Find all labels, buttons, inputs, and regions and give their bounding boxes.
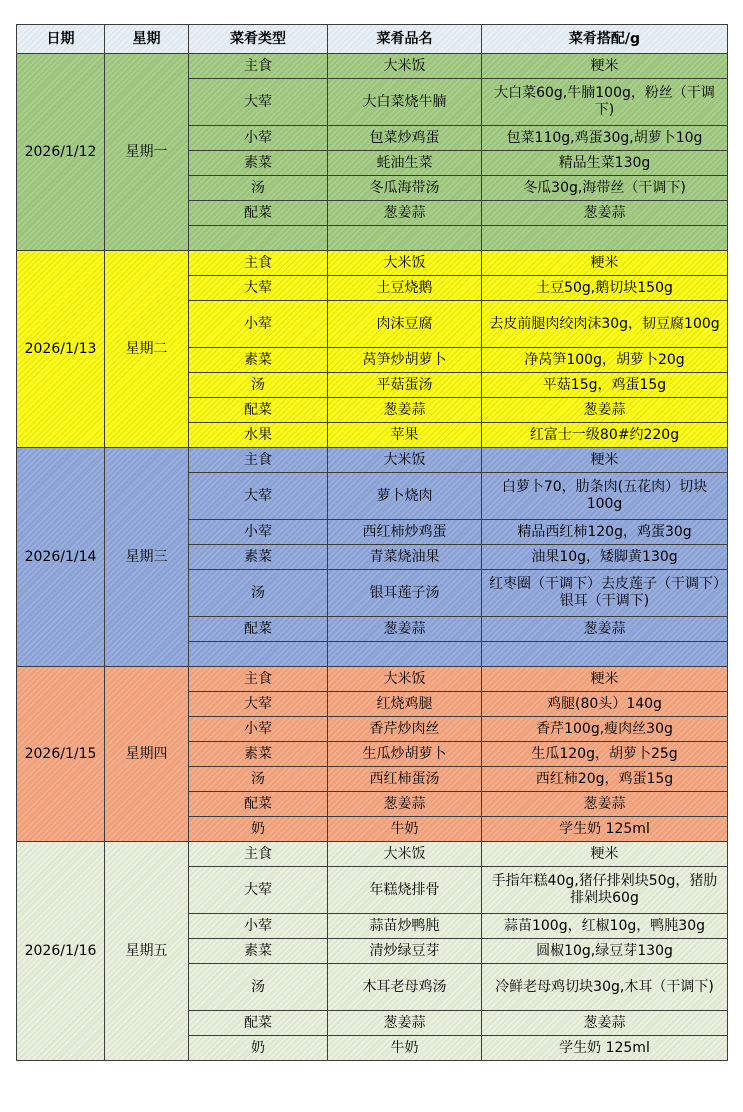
dish-type-cell: 小荤	[189, 914, 328, 939]
ingredients-cell: 油果10g，矮脚黄130g	[482, 545, 728, 570]
date-cell: 2026/1/14	[17, 448, 105, 667]
ingredients-cell: 粳米	[482, 251, 728, 276]
dish-type-cell: 奶	[189, 817, 328, 842]
dish-type-cell: 小荤	[189, 126, 328, 151]
dish-type-cell: 配菜	[189, 792, 328, 817]
dish-type-cell: 主食	[189, 448, 328, 473]
weekday-cell: 星期四	[105, 667, 189, 842]
ingredients-cell: 包菜110g,鸡蛋30g,胡萝卜10g	[482, 126, 728, 151]
weekday-cell: 星期三	[105, 448, 189, 667]
dish-name-cell: 苹果	[328, 423, 482, 448]
dish-type-cell: 小荤	[189, 301, 328, 348]
ingredients-cell: 红富士一级80#约220g	[482, 423, 728, 448]
dish-name-cell: 牛奶	[328, 1036, 482, 1061]
ingredients-cell: 冬瓜30g,海带丝（干调下)	[482, 176, 728, 201]
ingredients-cell: 葱姜蒜	[482, 792, 728, 817]
ingredients-cell: 鸡腿(80头）140g	[482, 692, 728, 717]
header-date: 日期	[17, 25, 105, 54]
ingredients-cell: 生瓜120g，胡萝卜25g	[482, 742, 728, 767]
dish-name-cell: 木耳老母鸡汤	[328, 964, 482, 1011]
dish-type-cell: 汤	[189, 373, 328, 398]
dish-name-cell: 葱姜蒜	[328, 617, 482, 642]
menu-table	[16, 24, 728, 1061]
dish-type-cell: 主食	[189, 842, 328, 867]
dish-type-cell: 大荤	[189, 276, 328, 301]
dish-type-cell	[189, 226, 328, 251]
ingredients-cell: 西红柿20g，鸡蛋15g	[482, 767, 728, 792]
dish-type-cell: 素菜	[189, 742, 328, 767]
ingredients-cell: 去皮前腿肉绞肉沫30g，韧豆腐100g	[482, 301, 728, 348]
date-cell: 2026/1/16	[17, 842, 105, 1061]
dish-type-cell: 配菜	[189, 1011, 328, 1036]
dish-name-cell: 大白菜烧牛腩	[328, 79, 482, 126]
weekday-cell: 星期一	[105, 54, 189, 251]
menu-row	[17, 667, 728, 692]
ingredients-cell: 粳米	[482, 54, 728, 79]
dish-name-cell: 银耳莲子汤	[328, 570, 482, 617]
dish-type-cell: 小荤	[189, 717, 328, 742]
dish-type-cell: 配菜	[189, 617, 328, 642]
menu-row	[17, 448, 728, 473]
dish-name-cell: 葱姜蒜	[328, 1011, 482, 1036]
dish-name-cell: 莴笋炒胡萝卜	[328, 348, 482, 373]
header-ingredients: 菜肴搭配/g	[482, 25, 728, 54]
dish-type-cell: 小荤	[189, 520, 328, 545]
ingredients-cell: 蒜苗100g，红椒10g，鸭肫30g	[482, 914, 728, 939]
ingredients-cell: 手指年糕40g,猪仔排剁块50g，猪肋排剁块60g	[482, 867, 728, 914]
dish-name-cell: 年糕烧排骨	[328, 867, 482, 914]
header-weekday: 星期	[105, 25, 189, 54]
dish-name-cell: 冬瓜海带汤	[328, 176, 482, 201]
ingredients-cell: 学生奶 125ml	[482, 1036, 728, 1061]
date-cell: 2026/1/13	[17, 251, 105, 448]
dish-name-cell	[328, 642, 482, 667]
dish-type-cell: 配菜	[189, 398, 328, 423]
dish-name-cell: 大米饭	[328, 54, 482, 79]
dish-type-cell: 大荤	[189, 473, 328, 520]
dish-type-cell: 配菜	[189, 201, 328, 226]
ingredients-cell: 葱姜蒜	[482, 617, 728, 642]
ingredients-cell: 粳米	[482, 448, 728, 473]
header-dish-name: 菜肴品名	[328, 25, 482, 54]
header-dish-type: 菜肴类型	[189, 25, 328, 54]
ingredients-cell: 学生奶 125ml	[482, 817, 728, 842]
date-cell: 2026/1/15	[17, 667, 105, 842]
dish-name-cell: 土豆烧鹅	[328, 276, 482, 301]
dish-name-cell: 大米饭	[328, 667, 482, 692]
dish-name-cell: 萝卜烧肉	[328, 473, 482, 520]
dish-name-cell: 青菜烧油果	[328, 545, 482, 570]
dish-type-cell: 汤	[189, 570, 328, 617]
dish-type-cell: 素菜	[189, 545, 328, 570]
dish-type-cell: 素菜	[189, 348, 328, 373]
ingredients-cell: 平菇15g，鸡蛋15g	[482, 373, 728, 398]
ingredients-cell: 葱姜蒜	[482, 398, 728, 423]
dish-name-cell: 平菇蛋汤	[328, 373, 482, 398]
dish-type-cell: 主食	[189, 667, 328, 692]
date-cell: 2026/1/12	[17, 54, 105, 251]
menu-row	[17, 251, 728, 276]
dish-type-cell	[189, 642, 328, 667]
dish-name-cell: 生瓜炒胡萝卜	[328, 742, 482, 767]
dish-name-cell: 西红柿蛋汤	[328, 767, 482, 792]
dish-type-cell: 水果	[189, 423, 328, 448]
weekday-cell: 星期五	[105, 842, 189, 1061]
ingredients-cell: 红枣圈（干调下）去皮莲子（干调下）银耳（干调下)	[482, 570, 728, 617]
dish-name-cell: 蒜苗炒鸭肫	[328, 914, 482, 939]
header-row	[17, 25, 728, 54]
dish-name-cell: 大米饭	[328, 448, 482, 473]
ingredients-cell: 精品西红柿120g，鸡蛋30g	[482, 520, 728, 545]
ingredients-cell: 葱姜蒜	[482, 1011, 728, 1036]
dish-type-cell: 主食	[189, 54, 328, 79]
menu-row	[17, 842, 728, 867]
dish-name-cell: 葱姜蒜	[328, 201, 482, 226]
ingredients-cell: 净莴笋100g，胡萝卜20g	[482, 348, 728, 373]
ingredients-cell: 粳米	[482, 842, 728, 867]
dish-name-cell: 大米饭	[328, 251, 482, 276]
dish-type-cell: 大荤	[189, 79, 328, 126]
dish-name-cell	[328, 226, 482, 251]
dish-name-cell: 蚝油生菜	[328, 151, 482, 176]
ingredients-cell: 白萝卜70，肋条肉(五花肉）切块100g	[482, 473, 728, 520]
ingredients-cell	[482, 642, 728, 667]
dish-name-cell: 包菜炒鸡蛋	[328, 126, 482, 151]
ingredients-cell	[482, 226, 728, 251]
dish-type-cell: 大荤	[189, 867, 328, 914]
dish-name-cell: 红烧鸡腿	[328, 692, 482, 717]
menu-row	[17, 54, 728, 79]
ingredients-cell: 香芹100g,瘦肉丝30g	[482, 717, 728, 742]
dish-type-cell: 汤	[189, 964, 328, 1011]
ingredients-cell: 粳米	[482, 667, 728, 692]
ingredients-cell: 土豆50g,鹅切块150g	[482, 276, 728, 301]
dish-name-cell: 香芹炒肉丝	[328, 717, 482, 742]
ingredients-cell: 冷鲜老母鸡切块30g,木耳（干调下)	[482, 964, 728, 1011]
dish-name-cell: 西红柿炒鸡蛋	[328, 520, 482, 545]
ingredients-cell: 大白菜60g,牛腩100g，粉丝（干调下)	[482, 79, 728, 126]
dish-name-cell: 牛奶	[328, 817, 482, 842]
dish-name-cell: 葱姜蒜	[328, 398, 482, 423]
dish-type-cell: 素菜	[189, 151, 328, 176]
ingredients-cell: 精品生菜130g	[482, 151, 728, 176]
ingredients-cell: 葱姜蒜	[482, 201, 728, 226]
dish-name-cell: 大米饭	[328, 842, 482, 867]
dish-name-cell: 清炒绿豆芽	[328, 939, 482, 964]
dish-name-cell: 葱姜蒜	[328, 792, 482, 817]
dish-type-cell: 大荤	[189, 692, 328, 717]
dish-type-cell: 奶	[189, 1036, 328, 1061]
dish-type-cell: 主食	[189, 251, 328, 276]
weekday-cell: 星期二	[105, 251, 189, 448]
dish-name-cell: 肉沫豆腐	[328, 301, 482, 348]
dish-type-cell: 素菜	[189, 939, 328, 964]
ingredients-cell: 圆椒10g,绿豆芽130g	[482, 939, 728, 964]
dish-type-cell: 汤	[189, 176, 328, 201]
dish-type-cell: 汤	[189, 767, 328, 792]
